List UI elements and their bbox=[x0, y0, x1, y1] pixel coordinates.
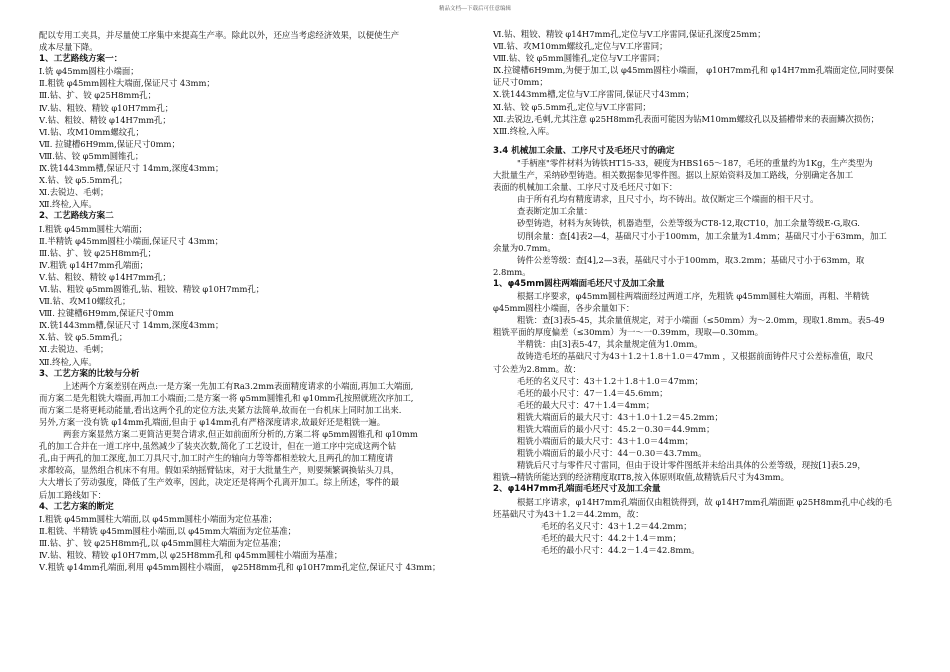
text-line: 上述两个方案差别在两点:一是方案一先加工有Ra3.2mm表面精度请求的小端面,再加工大端面, bbox=[63, 380, 414, 391]
header-note: 精品文档---下载后可任意编辑 bbox=[439, 6, 511, 12]
text-line: 根据工序请求，φ14H7mm孔端面仅由粗铣得到，故 φ14H7mm孔端面距 φ25H8mm孔中心线的毛 bbox=[517, 496, 892, 507]
text-line: 毛坯的最小尺寸：47－1.4＝45.6mm； bbox=[517, 387, 668, 398]
text-line: Ⅳ.钻、粗铰、精铰 φ10H7mm孔； bbox=[39, 102, 174, 113]
text-line: 大大增长了劳动强度，降低了生产效率，因此，决定还是将两个孔离开加工。综上所述，零件的最 bbox=[39, 477, 400, 488]
text-line: 孔,由于两孔的加工深度,加工刀具尺寸,加工时产生的轴向力等等都相差较大,且两孔的加工精度请 bbox=[39, 453, 394, 464]
text-line: 大批量生产，采纳砂型铸造。相关数据参见零件图。据以上原始资料及加工路线，分别确定各加工 bbox=[493, 170, 854, 181]
text-line: Ⅻ.终检,入库。 bbox=[39, 356, 97, 367]
text-line: 粗铣大端面后的最大尺寸：43＋1.0＋1.2＝45.2mm； bbox=[517, 411, 723, 422]
text-line: 粗铣小端面后的最大尺寸：43＋1.0＝44mm； bbox=[517, 436, 694, 447]
text-line: Ⅵ.钻、粗铰、精铰 φ14H7mm孔,定位与Ⅴ工序雷同,保证孔深度25mm； bbox=[493, 29, 766, 39]
text-line: Ⅳ.钻、粗铰、精铰 φ10H7mm,以 φ25H8mm孔和 φ45mm圆柱小端面为基准； bbox=[39, 550, 343, 561]
text-line: Ⅷ.钻、铰 φ5mm圆锥孔； bbox=[39, 150, 144, 161]
text-line: 由于所有孔均有精度请求，且尺寸小，均不铸出。故仅断定三个端面的相干尺寸。 bbox=[517, 194, 819, 205]
text-line: 求都较高，显然组合机床不有用。假如采纳摇臂钻床，对于大批量生产，则要频繁调换钻头刀具， bbox=[39, 465, 400, 476]
text-line: Ⅶ. 拉键槽6H9mm,保证尺寸0mm； bbox=[39, 138, 180, 149]
text-line: Ⅺ.去锐边、毛刺； bbox=[39, 187, 109, 198]
text-line: 砂型铸造，材料为灰铸铁，机器造型，公差等级为CT8-12,取CT10，加工余量等级E-G,取G. bbox=[517, 218, 860, 229]
text-line: Ⅶ.钻、攻M10螺纹孔； bbox=[39, 296, 131, 307]
text-line: Ⅴ.粗铣 φ14mm孔端面,利用 φ45mm圆柱小端面， φ25H8mm孔和 φ10H7mm孔定位,保证尺寸 43mm； bbox=[39, 562, 441, 573]
section-heading: 1、φ45mm圆柱两端面毛坯尺寸及加工余量 bbox=[493, 278, 665, 289]
text-line: 另外,方案一没有铣 φ14mm孔端面,但由于 φ14mm孔有严格深度请求,故最好还是粗铣一遍。 bbox=[39, 417, 386, 427]
section-heading: 3、工艺方案的比较与分析 bbox=[39, 368, 140, 379]
text-line: 半精铣：由[3]表5-47，其余量规定值为1.0mm。 bbox=[517, 339, 703, 350]
text-line: 而方案二是先粗铣大端面,再加工小端面;二是方案一将 φ5mm圆锥孔和 φ10mm孔按照就班次序加工, bbox=[39, 392, 414, 403]
text-line: Ⅴ.钻、粗铰、精铰 φ14H7mm孔； bbox=[39, 271, 171, 282]
text-line: 两套方案显然方案二更简洁更契合请求,但正如前面所分析的,方案二将 φ5mm圆锥孔和 φ10mm bbox=[63, 429, 418, 440]
section-heading: 2、工艺路线方案二 bbox=[39, 211, 114, 222]
text-line: 根据工序要求，φ45mm圆柱两端面经过两道工序，先粗铣 φ45mm圆柱大端面，再粗、半精铣 bbox=[517, 290, 870, 301]
text-line: Ⅹ.钻、铰 φ5.5mm孔； bbox=[39, 332, 128, 343]
text-line: Ⅵ.钻、攻M10mm螺纹孔； bbox=[39, 126, 144, 137]
text-line: 毛坯的名义尺寸：43＋1.2＝44.2mm； bbox=[541, 520, 692, 531]
text-line: 证尺寸0mm； bbox=[493, 77, 548, 88]
text-line: Ⅸ.铣1443mm槽,保证尺寸 14mm,深度43mm； bbox=[39, 163, 224, 174]
text-line: 表面的机械加工余量、工序尺寸及毛坯尺寸如下： bbox=[493, 182, 678, 193]
text-line: Ⅴ.钻、粗铰、精铰 φ14H7mm孔； bbox=[39, 114, 171, 125]
text-line: Ⅱ.半精铣 φ45mm圆柱小端面,保证尺寸 43mm； bbox=[39, 235, 224, 246]
text-line: Ⅳ.粗铣 φ14H7mm孔端面； bbox=[39, 259, 148, 270]
text-line: Ⅵ.钻、粗铰 φ5mm圆锥孔,钻、粗铰、精铰 φ10H7mm孔； bbox=[39, 283, 265, 294]
text-line: 毛坯的最大尺寸：44.2＋1.4＝mm； bbox=[541, 532, 681, 543]
text-line: 2.8mm。 bbox=[493, 266, 531, 277]
text-line: 而方案二是将更耗动能量,看出这两个孔的定位方法,夹紧方法简单,故而在一台机床上同时加工出来. bbox=[39, 404, 402, 415]
text-line: 余量为0.7mm。 bbox=[493, 242, 556, 253]
right-column bbox=[493, 28, 911, 670]
text-line: 粗铣大端面后的最小尺寸：45.2－0.30＝44.9mm； bbox=[517, 424, 715, 434]
section-heading: 4、工艺方案的断定 bbox=[39, 501, 114, 512]
text-line: 粗铣小端面后的最小尺寸：44－0.30＝43.7mm。 bbox=[517, 448, 707, 459]
text-line: 故铸造毛坯的基础尺寸为43＋1.2＋1.8＋1.0＝47mm ，又根据前面铸件尺寸公差标准值，取尺 bbox=[517, 351, 874, 362]
text-line: Ⅸ.拉键槽6H9mm,为便于加工,以 φ45mm圆柱小端面， φ10H7mm孔和 φ14H7mm孔端面定位,同时要保 bbox=[493, 65, 894, 76]
text-line: Ⅺ.钻、铰 φ5.5mm孔,定位与Ⅴ工序雷同； bbox=[493, 101, 651, 112]
text-line: 毛坯的最大尺寸：47＋1.4＝4mm； bbox=[517, 399, 655, 410]
text-line: 毛坯的名义尺寸：43＋1.2＋1.8＋1.0＝47mm； bbox=[517, 375, 704, 386]
text-line: 成本尽量下降。 bbox=[39, 42, 98, 53]
text-line: 粗铣：查[3]表5-45，其余量值规定，对于小端面（≤50mm）为～2.0mm，现取1.8mm。表5-49 bbox=[517, 315, 885, 326]
text-line: Ⅲ.钻、扩、铰 φ25H8mm孔,以 φ45mm圆柱大端面为定位基准； bbox=[39, 537, 286, 548]
text-line: Ⅲ.钻、扩、铰 φ25H8mm孔； bbox=[39, 90, 157, 101]
text-line: 粗铣→精铣所能达到的经济精度取IT8,按入体原则取值,故精铣后尺寸为43mm。 bbox=[493, 472, 789, 483]
text-line: Ⅱ.粗铣、半精铣 φ45mm圆柱小端面,以 φ45mm大端面为定位基准； bbox=[39, 525, 297, 536]
text-line: "手柄座"零件材料为铸铁HT15-33，硬度为HBS165～187，毛坯的重量约为1Kg，生产类型为 bbox=[517, 157, 873, 168]
text-line: 毛坯的最小尺寸：44.2－1.4＝42.8mm。 bbox=[541, 544, 700, 555]
text-line: 配以专用工夹具，并尽量使工序集中来提高生产率。除此以外，还应当考虑经济效果，以便使生产 bbox=[39, 30, 400, 40]
text-line: 孔的加工合并在一道工序中,虽然减少了装夹次数,简化了工艺设计，但在一道工序中完成这两个钻 bbox=[39, 441, 397, 452]
text-line: 切削余量：查[4]表2—4，基础尺寸小于100mm，加工余量为1.4mm；基础尺寸小于63mm，加工 bbox=[517, 230, 887, 241]
text-line: Ⅻ.终检,入库。 bbox=[39, 199, 97, 210]
section-heading: 2、φ14H7mm孔端面毛坯尺寸及加工余量 bbox=[493, 484, 661, 495]
text-line: Ⅷ. 拉键槽6H9mm,保证尺寸0mm bbox=[39, 308, 174, 319]
text-line: Ⅷ.钻、铰 φ5mm圆锥孔,定位与Ⅴ工序雷同； bbox=[493, 53, 665, 64]
text-line: Ⅹ.铣1443mm槽,定位与Ⅴ工序雷同,保证尺寸43mm； bbox=[493, 89, 694, 100]
text-line: φ45mm圆柱小端面，各步余量如下： bbox=[493, 303, 635, 314]
text-line: Ⅱ.粗铣 φ45mm圆柱大端面,保证尺寸 43mm； bbox=[39, 78, 215, 89]
text-line: Ⅹ.钻、铰 φ5.5mm孔； bbox=[39, 175, 128, 186]
text-line: 寸公差为2.8mm。故： bbox=[493, 363, 581, 374]
text-line: 后加工路线如下： bbox=[39, 489, 106, 500]
text-line: Ⅺ.去锐边、毛刺； bbox=[39, 344, 109, 355]
text-line: 坯基础尺寸为43＋1.2＝44.2mm，故： bbox=[493, 508, 644, 519]
text-line: ⅩⅢ.终检,入库。 bbox=[493, 125, 555, 136]
section-heading: 3.4 机械加工余量、工序尺寸及毛坯尺寸的确定 bbox=[493, 145, 675, 156]
text-line: 粗铣平面的厚度偏差（≤30mm）为一～一0.39mm，现取—0.30mm。 bbox=[493, 327, 764, 338]
text-line: Ⅰ.粗铣 φ45mm圆柱大端面,以 φ45mm圆柱小端面为定位基准； bbox=[39, 513, 277, 524]
section-heading: 1、工艺路线方案一： bbox=[39, 54, 123, 65]
text-line: 查表断定加工余量： bbox=[517, 206, 593, 217]
text-line: Ⅲ.钻、扩、铰 φ25H8mm孔； bbox=[39, 247, 157, 258]
text-line: Ⅻ.去锐边,毛刺,尤其注意 φ25H8mm孔表面可能因为钻M10mm螺纹孔以及插槽带来的表面鳞次损伤； bbox=[493, 113, 880, 124]
left-column bbox=[39, 29, 454, 669]
text-line: Ⅶ.钻、攻M10mm螺纹孔,定位与Ⅴ工序雷同； bbox=[493, 41, 668, 52]
text-line: 铸件公差等级：查[4],2—3表，基础尺寸小于100mm，取3.2mm；基础尺寸小于63mm，取 bbox=[517, 254, 865, 265]
spacer bbox=[493, 137, 911, 145]
text-line: Ⅸ.铣1443mm槽,保证尺寸 14mm,深度43mm； bbox=[39, 320, 224, 331]
text-line: Ⅰ.铣 φ45mm圆柱小端面； bbox=[39, 66, 139, 77]
text-line: 精铣后尺寸与零件尺寸雷同，但由于设计零件图纸并未给出具体的公差等级，现按[1]表5.29， bbox=[517, 460, 866, 471]
text-line: Ⅰ.粗铣 φ45mm圆柱大端面； bbox=[39, 223, 148, 234]
